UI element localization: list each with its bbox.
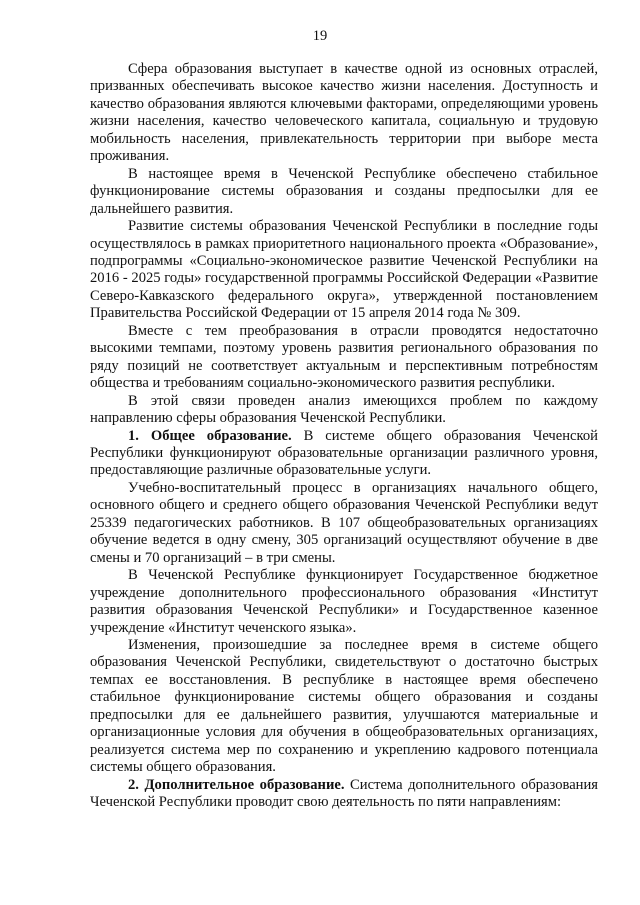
paragraph-text: Развитие системы образования Чеченской Республики в последние годы осуществлялось в рамках приоритетного национального проекта «Образование», подпрограммы «Социально-экономическое развитие Чеченской Республики на 2016 - 2025 годы» государственной программы Российской Федерации «Развитие Северо-Кавказского федерального округа», утвержденной постановлением Правительства Российской Федерации от 15 апреля 2014 года № 309. <box>90 218 598 322</box>
paragraph-additional-education <box>90 777 598 812</box>
paragraph-education-sphere <box>90 61 598 166</box>
paragraph-text: В настоящее время в Чеченской Республике обеспечено стабильное функционирование системы образования и созданы предпосылки для ее дальнейшего развития. <box>90 165 598 217</box>
paragraph-teaching-staff <box>90 480 598 567</box>
paragraph-text: Система дополнительного образования Чеченской Республики проводит свою деятельность по пяти направлениям: <box>90 776 599 811</box>
paragraph-text: В Чеченской Республике функционирует Государственное бюджетное учреждение дополнительного профессионального образования «Институт развития образования Чеченской Республики» и Государственное казенное учреждение «Институт чеченского языка». <box>90 567 598 636</box>
paragraph-text: Сфера образования выступает в качестве одной из основных отраслей, призванных обеспечивать высокое качество жизни населения. Доступность и качество образования являются ключевыми факторами, определяющими уровень жизни населения, качество человеческого капитала, социальную и трудовую мобильность населения, привлекательность территории при выборе места проживания. <box>90 61 598 165</box>
paragraph-text: Учебно-воспитательный процесс в организациях начального общего, основного общего и среднего общего образования Чеченской Республики ведут 25339 педагогических работников. В 107 общеобразовательных организациях обучение ведется в одну смену, 305 организаций осуществляют обучение в две смены и 70 организаций – в три смены. <box>90 479 598 566</box>
paragraph-institutes <box>90 567 598 637</box>
paragraph-text: В системе общего образования Чеченской Республики функционируют образовательные организации различного уровня, предоставляющие различные образовательные услуги. <box>90 427 598 479</box>
paragraph-text: Вместе с тем преобразования в отрасли проводятся недостаточно высокими темпами, поэтому уровень развития регионального образования по ряду позиций не соответствует актуальным и перспективным потребностям общества и требованиям социально-экономического развития республики. <box>90 322 598 392</box>
paragraph-recent-changes <box>90 637 598 777</box>
paragraph-development-programs <box>90 218 598 323</box>
paragraph-stable-functioning <box>90 166 598 218</box>
paragraph-insufficient-pace <box>90 323 598 393</box>
paragraph-text: В этой связи проведен анализ имеющихся проблем по каждому направлению сферы образования Чеченской Республики. <box>90 392 598 427</box>
paragraph-text: Изменения, произошедшие за последнее время в системе общего образования Чеченской Республики, свидетельствуют о достаточно быстрых темпах ее восстановления. В республике в настоящее время обеспечено стабильное функционирование системы общего образования и созданы предпосылки для ее дальнейшего развития, улучшаются материальные и организационные условия для обучения в общеобразовательных организациях, реализуется система мер по сохранению и укреплению кадрового потенциала системы общего образования. <box>90 636 598 776</box>
paragraph-problem-analysis <box>90 393 598 428</box>
paragraph-general-education <box>90 428 598 480</box>
document-body <box>90 61 598 811</box>
section-heading-additional-education: 2. Дополнительное образование. <box>128 776 345 793</box>
section-heading-general-education: 1. Общее образование. <box>128 427 292 444</box>
page-number: 19 <box>312 28 328 44</box>
